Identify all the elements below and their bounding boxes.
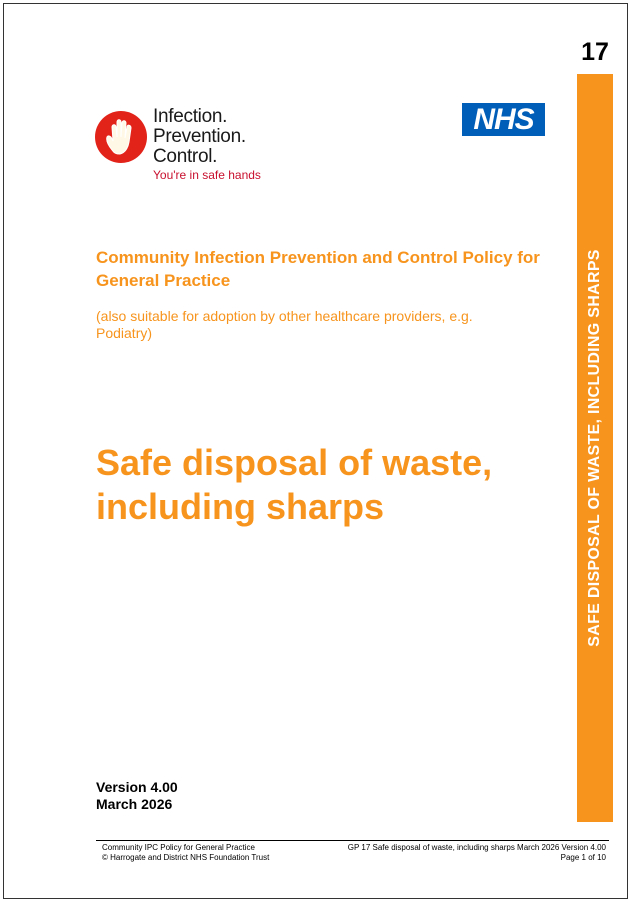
ipc-logo (94, 107, 294, 181)
ipc-line-prevention: Prevention. (153, 126, 246, 147)
footer-policy-name: Community IPC Policy for General Practice (102, 843, 255, 852)
footer-right (348, 843, 606, 863)
version-block (96, 779, 178, 813)
policy-subtitle: (also suitable for adoption by other healthcare providers, e.g. Podiatry) (96, 308, 473, 341)
footer-doc-ref: GP 17 Safe disposal of waste, including sharps March 2026 Version 4.00 (347, 843, 606, 852)
side-bar (577, 74, 613, 822)
ipc-line-infection: Infection. (153, 106, 228, 127)
hand-icon (94, 110, 148, 164)
version-label: Version 4.00 (96, 779, 178, 795)
footer-copyright: © Harrogate and District NHS Foundation Trust (102, 853, 270, 862)
footer-left (102, 843, 269, 863)
side-bar-text: SAFE DISPOSAL OF WASTE, INCLUDING SHARPS (586, 249, 603, 647)
footer-divider (96, 840, 609, 841)
document-title: Safe disposal of waste, including sharps (96, 442, 493, 527)
ipc-line-control: Control. (153, 146, 218, 167)
policy-title: Community Infection Prevention and Control Policy for General Practice (96, 248, 540, 290)
footer-page-number: Page 1 of 10 (560, 853, 606, 862)
version-date: March 2026 (96, 796, 173, 812)
ipc-wordmark (153, 107, 261, 183)
ipc-tagline: You're in safe hands (153, 168, 261, 182)
nhs-logo: NHS (462, 103, 545, 136)
section-number: 17 (581, 38, 609, 66)
